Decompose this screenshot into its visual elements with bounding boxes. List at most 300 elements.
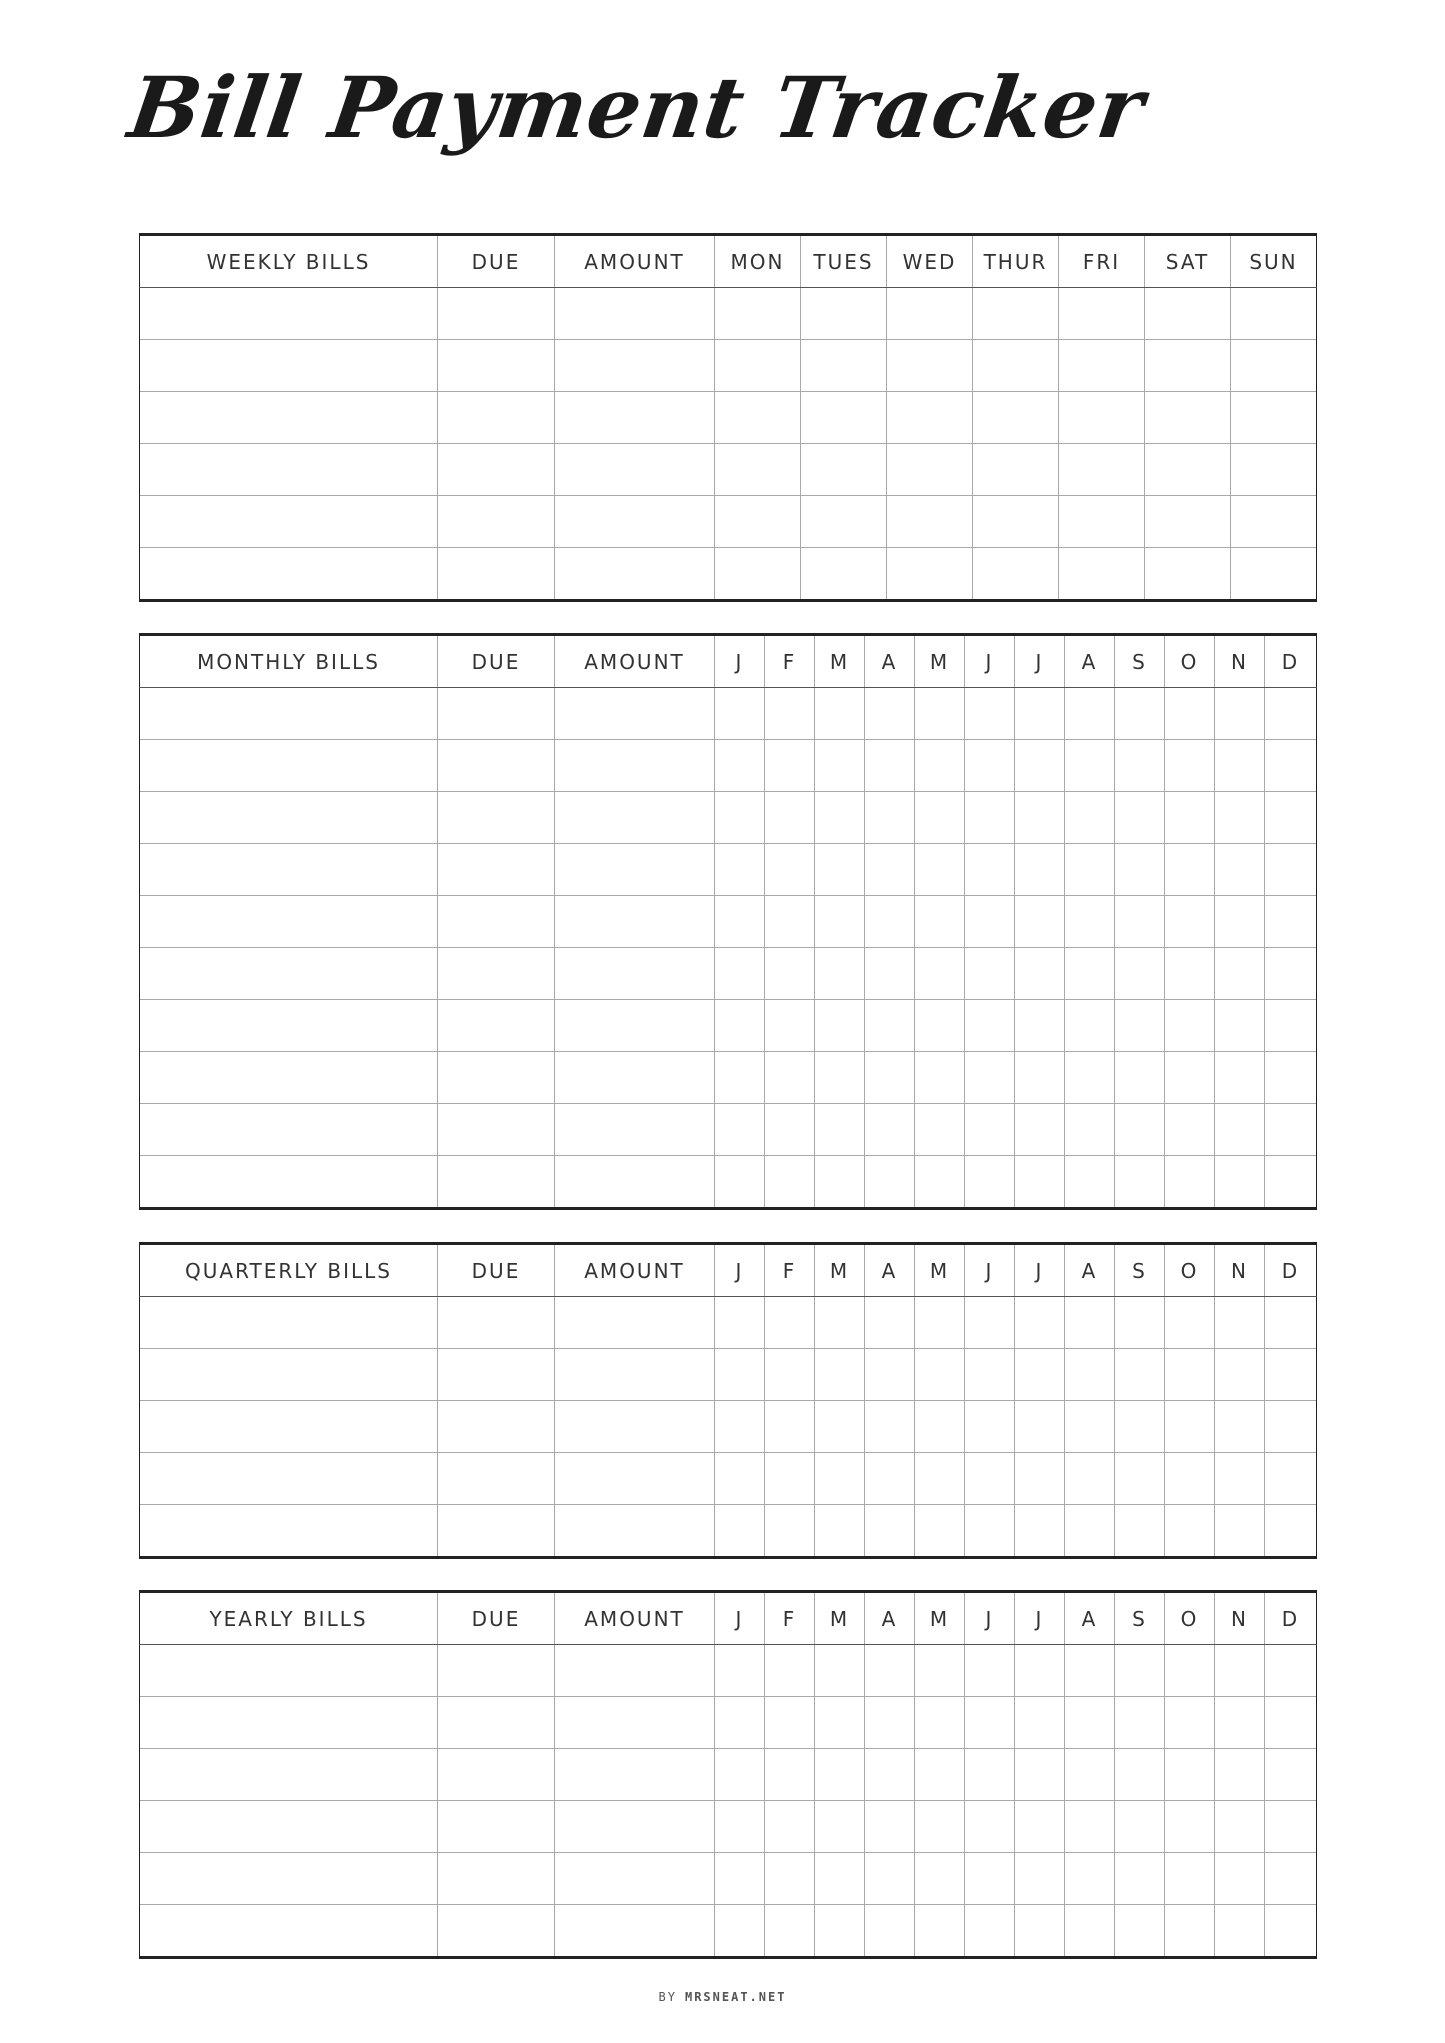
yearly-header-cell: F xyxy=(765,1592,815,1645)
quarterly-cell xyxy=(765,1349,815,1401)
monthly-cell xyxy=(140,1000,438,1052)
yearly-row xyxy=(140,1905,1317,1958)
weekly-cell xyxy=(1059,392,1145,444)
quarterly-cell xyxy=(1215,1349,1265,1401)
yearly-cell xyxy=(140,1749,438,1801)
yearly-cell xyxy=(965,1697,1015,1749)
yearly-cell xyxy=(965,1645,1015,1697)
monthly-row xyxy=(140,792,1317,844)
quarterly-cell xyxy=(1015,1401,1065,1453)
weekly-cell xyxy=(1059,496,1145,548)
monthly-header-cell: A xyxy=(865,635,915,688)
quarterly-cell xyxy=(715,1401,765,1453)
yearly-cell xyxy=(715,1645,765,1697)
weekly-cell xyxy=(715,444,801,496)
monthly-header-cell: M xyxy=(815,635,865,688)
yearly-cell xyxy=(1015,1801,1065,1853)
monthly-cell xyxy=(1165,1156,1215,1209)
monthly-cell xyxy=(1265,948,1317,1000)
quarterly-cell xyxy=(1165,1297,1215,1349)
weekly-cell xyxy=(1145,548,1231,601)
weekly-cell xyxy=(1231,444,1317,496)
yearly-header-cell: A xyxy=(1065,1592,1115,1645)
weekly-header-cell: DUE xyxy=(438,235,555,288)
footer-credit xyxy=(0,1990,1445,2004)
yearly-row xyxy=(140,1853,1317,1905)
yearly-cell xyxy=(1065,1853,1115,1905)
yearly-cell xyxy=(765,1749,815,1801)
yearly-cell xyxy=(438,1853,555,1905)
monthly-cell xyxy=(140,792,438,844)
weekly-row xyxy=(140,444,1317,496)
monthly-cell xyxy=(1215,896,1265,948)
yearly-cell xyxy=(438,1905,555,1958)
yearly-cell xyxy=(765,1697,815,1749)
monthly-cell xyxy=(140,1052,438,1104)
weekly-cell xyxy=(438,340,555,392)
monthly-cell xyxy=(555,740,715,792)
yearly-header-cell: M xyxy=(815,1592,865,1645)
weekly-cell xyxy=(555,340,715,392)
monthly-cell xyxy=(438,792,555,844)
monthly-cell xyxy=(815,792,865,844)
quarterly-cell xyxy=(1165,1349,1215,1401)
yearly-cell xyxy=(555,1749,715,1801)
yearly-cell xyxy=(1065,1645,1115,1697)
quarterly-header-cell: M xyxy=(915,1244,965,1297)
yearly-cell xyxy=(965,1853,1015,1905)
quarterly-row xyxy=(140,1505,1317,1558)
monthly-cell xyxy=(1165,1052,1215,1104)
monthly-cell xyxy=(140,688,438,740)
weekly-cell xyxy=(1231,340,1317,392)
yearly-cell xyxy=(1015,1749,1065,1801)
monthly-header-cell: DUE xyxy=(438,635,555,688)
monthly-cell xyxy=(1265,1156,1317,1209)
quarterly-header-cell: N xyxy=(1215,1244,1265,1297)
quarterly-cell xyxy=(965,1401,1015,1453)
quarterly-cell xyxy=(555,1349,715,1401)
weekly-cell xyxy=(438,548,555,601)
monthly-cell xyxy=(555,792,715,844)
quarterly-cell xyxy=(438,1453,555,1505)
yearly-header-cell: S xyxy=(1115,1592,1165,1645)
weekly-cell xyxy=(973,444,1059,496)
footer-site: MRSNEAT.NET xyxy=(684,1990,787,2004)
yearly-cell xyxy=(1115,1697,1165,1749)
quarterly-cell xyxy=(865,1505,915,1558)
monthly-cell xyxy=(715,792,765,844)
yearly-cell xyxy=(1065,1801,1115,1853)
quarterly-header-cell: J xyxy=(715,1244,765,1297)
weekly-cell xyxy=(1231,496,1317,548)
yearly-cell xyxy=(555,1645,715,1697)
weekly-cell xyxy=(801,340,887,392)
weekly-header-cell: SUN xyxy=(1231,235,1317,288)
weekly-header-cell: MON xyxy=(715,235,801,288)
monthly-cell xyxy=(1015,740,1065,792)
quarterly-cell xyxy=(815,1349,865,1401)
quarterly-cell xyxy=(1215,1297,1265,1349)
weekly-cell xyxy=(1145,288,1231,340)
yearly-cell xyxy=(1265,1905,1317,1958)
yearly-row xyxy=(140,1645,1317,1697)
monthly-cell xyxy=(865,1052,915,1104)
monthly-header-row xyxy=(140,635,1317,688)
monthly-cell xyxy=(1215,688,1265,740)
quarterly-header-cell: F xyxy=(765,1244,815,1297)
monthly-header-cell: J xyxy=(965,635,1015,688)
yearly-cell xyxy=(1065,1749,1115,1801)
monthly-cell xyxy=(438,688,555,740)
monthly-header-cell: MONTHLY BILLS xyxy=(140,635,438,688)
quarterly-cell xyxy=(555,1297,715,1349)
weekly-cell xyxy=(140,392,438,444)
weekly-cell xyxy=(1059,444,1145,496)
yearly-cell xyxy=(865,1905,915,1958)
quarterly-cell xyxy=(555,1505,715,1558)
weekly-cell xyxy=(140,444,438,496)
monthly-header-cell: A xyxy=(1065,635,1115,688)
monthly-cell xyxy=(1015,1156,1065,1209)
quarterly-cell xyxy=(1015,1349,1065,1401)
yearly-cell xyxy=(815,1853,865,1905)
yearly-cell xyxy=(438,1749,555,1801)
monthly-cell xyxy=(715,1052,765,1104)
monthly-cell xyxy=(1215,1104,1265,1156)
monthly-cell xyxy=(915,688,965,740)
monthly-cell xyxy=(1115,1052,1165,1104)
monthly-cell xyxy=(1065,740,1115,792)
yearly-cell xyxy=(1015,1853,1065,1905)
weekly-cell xyxy=(887,496,973,548)
yearly-cell xyxy=(140,1905,438,1958)
monthly-cell xyxy=(865,792,915,844)
weekly-cell xyxy=(715,392,801,444)
quarterly-cell xyxy=(1215,1453,1265,1505)
monthly-cell xyxy=(915,1156,965,1209)
yearly-cell xyxy=(965,1905,1015,1958)
yearly-cell xyxy=(865,1697,915,1749)
quarterly-header-row xyxy=(140,1244,1317,1297)
yearly-cell xyxy=(1265,1801,1317,1853)
yearly-cell xyxy=(1165,1645,1215,1697)
quarterly-cell xyxy=(1265,1505,1317,1558)
quarterly-header-cell: J xyxy=(965,1244,1015,1297)
yearly-cell xyxy=(715,1853,765,1905)
monthly-cell xyxy=(555,896,715,948)
yearly-cell xyxy=(915,1697,965,1749)
monthly-body xyxy=(140,688,1317,1209)
yearly-cell xyxy=(1265,1853,1317,1905)
weekly-cell xyxy=(140,548,438,601)
weekly-cell xyxy=(887,444,973,496)
weekly-cell xyxy=(1145,444,1231,496)
monthly-cell xyxy=(1165,896,1215,948)
monthly-row xyxy=(140,896,1317,948)
monthly-cell xyxy=(1265,688,1317,740)
monthly-cell xyxy=(140,1156,438,1209)
weekly-row xyxy=(140,340,1317,392)
yearly-cell xyxy=(915,1801,965,1853)
yearly-cell xyxy=(1165,1905,1215,1958)
yearly-cell xyxy=(915,1905,965,1958)
monthly-cell xyxy=(1165,792,1215,844)
monthly-cell xyxy=(555,1052,715,1104)
weekly-cell xyxy=(1059,340,1145,392)
monthly-cell xyxy=(1065,948,1115,1000)
yearly-cell xyxy=(715,1697,765,1749)
weekly-bills-table xyxy=(139,233,1317,602)
quarterly-row xyxy=(140,1349,1317,1401)
weekly-cell xyxy=(1145,496,1231,548)
monthly-cell xyxy=(965,1000,1015,1052)
monthly-cell xyxy=(1015,1000,1065,1052)
monthly-cell xyxy=(765,948,815,1000)
yearly-cell xyxy=(555,1905,715,1958)
monthly-cell xyxy=(715,948,765,1000)
quarterly-cell xyxy=(765,1505,815,1558)
quarterly-cell xyxy=(1265,1401,1317,1453)
yearly-cell xyxy=(915,1853,965,1905)
monthly-row xyxy=(140,688,1317,740)
monthly-cell xyxy=(1115,896,1165,948)
monthly-cell xyxy=(1115,740,1165,792)
quarterly-cell xyxy=(140,1401,438,1453)
monthly-cell xyxy=(915,792,965,844)
yearly-cell xyxy=(865,1801,915,1853)
monthly-cell xyxy=(1065,844,1115,896)
quarterly-cell xyxy=(1115,1349,1165,1401)
weekly-cell xyxy=(140,288,438,340)
monthly-cell xyxy=(1015,896,1065,948)
weekly-cell xyxy=(555,548,715,601)
monthly-cell xyxy=(1215,1156,1265,1209)
yearly-cell xyxy=(1215,1905,1265,1958)
monthly-cell xyxy=(765,1000,815,1052)
monthly-header-cell: J xyxy=(1015,635,1065,688)
yearly-cell xyxy=(438,1801,555,1853)
monthly-row xyxy=(140,1156,1317,1209)
monthly-cell xyxy=(965,1104,1015,1156)
monthly-cell xyxy=(865,844,915,896)
quarterly-row xyxy=(140,1453,1317,1505)
monthly-cell xyxy=(815,844,865,896)
monthly-cell xyxy=(1115,1156,1165,1209)
weekly-cell xyxy=(555,392,715,444)
yearly-cell xyxy=(765,1645,815,1697)
yearly-cell xyxy=(965,1749,1015,1801)
monthly-cell xyxy=(1265,1104,1317,1156)
monthly-cell xyxy=(1065,1156,1115,1209)
weekly-cell xyxy=(801,496,887,548)
monthly-cell xyxy=(765,740,815,792)
quarterly-cell xyxy=(1115,1297,1165,1349)
monthly-row xyxy=(140,844,1317,896)
monthly-cell xyxy=(438,896,555,948)
weekly-cell xyxy=(973,548,1059,601)
monthly-cell xyxy=(140,740,438,792)
quarterly-header-cell: J xyxy=(1015,1244,1065,1297)
monthly-cell xyxy=(965,948,1015,1000)
monthly-row xyxy=(140,1000,1317,1052)
quarterly-cell xyxy=(555,1401,715,1453)
quarterly-cell xyxy=(915,1453,965,1505)
weekly-cell xyxy=(801,444,887,496)
yearly-cell xyxy=(865,1853,915,1905)
monthly-cell xyxy=(915,896,965,948)
yearly-cell xyxy=(555,1697,715,1749)
yearly-cell xyxy=(1215,1645,1265,1697)
yearly-cell xyxy=(1165,1749,1215,1801)
monthly-cell xyxy=(1115,1104,1165,1156)
quarterly-cell xyxy=(1215,1401,1265,1453)
monthly-cell xyxy=(715,1104,765,1156)
quarterly-cell xyxy=(1265,1349,1317,1401)
quarterly-cell xyxy=(438,1401,555,1453)
monthly-cell xyxy=(1165,844,1215,896)
monthly-cell xyxy=(865,688,915,740)
quarterly-cell xyxy=(1265,1453,1317,1505)
yearly-cell xyxy=(715,1749,765,1801)
monthly-cell xyxy=(765,896,815,948)
monthly-header-cell: D xyxy=(1265,635,1317,688)
weekly-cell xyxy=(1231,548,1317,601)
weekly-cell xyxy=(140,340,438,392)
yearly-cell xyxy=(1015,1697,1065,1749)
weekly-cell xyxy=(887,288,973,340)
quarterly-cell xyxy=(815,1453,865,1505)
quarterly-header-cell: S xyxy=(1115,1244,1165,1297)
quarterly-cell xyxy=(1065,1401,1115,1453)
monthly-cell xyxy=(965,1156,1015,1209)
weekly-cell xyxy=(1145,392,1231,444)
weekly-cell xyxy=(555,288,715,340)
monthly-cell xyxy=(555,688,715,740)
monthly-bills-table xyxy=(139,633,1317,1210)
yearly-cell xyxy=(555,1801,715,1853)
monthly-cell xyxy=(765,844,815,896)
yearly-cell xyxy=(765,1853,815,1905)
monthly-cell xyxy=(815,1104,865,1156)
monthly-cell xyxy=(1015,844,1065,896)
monthly-cell xyxy=(140,1104,438,1156)
monthly-cell xyxy=(1215,1052,1265,1104)
monthly-cell xyxy=(865,1000,915,1052)
monthly-cell xyxy=(765,792,815,844)
monthly-cell xyxy=(1015,1052,1065,1104)
weekly-cell xyxy=(973,392,1059,444)
weekly-cell xyxy=(887,392,973,444)
weekly-cell xyxy=(438,496,555,548)
yearly-header-cell: A xyxy=(865,1592,915,1645)
monthly-cell xyxy=(1215,844,1265,896)
yearly-cell xyxy=(1265,1645,1317,1697)
weekly-row xyxy=(140,496,1317,548)
weekly-cell xyxy=(715,548,801,601)
yearly-cell xyxy=(1215,1697,1265,1749)
quarterly-cell xyxy=(1065,1505,1115,1558)
quarterly-cell xyxy=(865,1453,915,1505)
weekly-cell xyxy=(801,288,887,340)
yearly-cell xyxy=(1215,1853,1265,1905)
page-title: Bill Payment Tracker xyxy=(123,58,1151,157)
yearly-cell xyxy=(815,1905,865,1958)
monthly-cell xyxy=(1265,1052,1317,1104)
quarterly-header-cell: QUARTERLY BILLS xyxy=(140,1244,438,1297)
quarterly-cell xyxy=(715,1297,765,1349)
monthly-row xyxy=(140,1052,1317,1104)
monthly-cell xyxy=(1115,792,1165,844)
footer-by: BY xyxy=(658,1990,677,2004)
quarterly-cell xyxy=(865,1401,915,1453)
monthly-cell xyxy=(438,844,555,896)
quarterly-cell xyxy=(1065,1297,1115,1349)
quarterly-cell xyxy=(1165,1453,1215,1505)
yearly-cell xyxy=(140,1697,438,1749)
quarterly-cell xyxy=(915,1297,965,1349)
weekly-cell xyxy=(438,288,555,340)
monthly-cell xyxy=(1265,896,1317,948)
yearly-cell xyxy=(140,1853,438,1905)
yearly-cell xyxy=(1265,1697,1317,1749)
weekly-cell xyxy=(1231,392,1317,444)
yearly-header-cell: J xyxy=(965,1592,1015,1645)
monthly-cell xyxy=(1215,1000,1265,1052)
quarterly-cell xyxy=(865,1349,915,1401)
monthly-cell xyxy=(555,948,715,1000)
quarterly-cell xyxy=(765,1453,815,1505)
yearly-cell xyxy=(1065,1697,1115,1749)
quarterly-cell xyxy=(555,1453,715,1505)
monthly-cell xyxy=(1265,1000,1317,1052)
monthly-header-cell: J xyxy=(715,635,765,688)
quarterly-cell xyxy=(1115,1453,1165,1505)
yearly-cell xyxy=(1215,1749,1265,1801)
monthly-cell xyxy=(815,1156,865,1209)
quarterly-header-cell: DUE xyxy=(438,1244,555,1297)
quarterly-cell xyxy=(1115,1401,1165,1453)
monthly-cell xyxy=(1115,844,1165,896)
monthly-cell xyxy=(815,1052,865,1104)
yearly-cell xyxy=(1165,1853,1215,1905)
quarterly-header-cell: O xyxy=(1165,1244,1215,1297)
quarterly-cell xyxy=(815,1505,865,1558)
monthly-cell xyxy=(438,1000,555,1052)
weekly-cell xyxy=(973,496,1059,548)
monthly-cell xyxy=(1065,792,1115,844)
quarterly-cell xyxy=(1015,1297,1065,1349)
monthly-header-cell: S xyxy=(1115,635,1165,688)
weekly-cell xyxy=(973,340,1059,392)
monthly-cell xyxy=(915,1000,965,1052)
monthly-cell xyxy=(1065,1052,1115,1104)
monthly-cell xyxy=(1215,948,1265,1000)
quarterly-cell xyxy=(1165,1505,1215,1558)
quarterly-cell xyxy=(1215,1505,1265,1558)
quarterly-cell xyxy=(965,1297,1015,1349)
monthly-header-cell: F xyxy=(765,635,815,688)
monthly-cell xyxy=(815,896,865,948)
weekly-cell xyxy=(715,288,801,340)
quarterly-cell xyxy=(140,1349,438,1401)
monthly-cell xyxy=(1165,1104,1215,1156)
monthly-cell xyxy=(1165,1000,1215,1052)
quarterly-cell xyxy=(815,1297,865,1349)
yearly-cell xyxy=(1115,1905,1165,1958)
quarterly-cell xyxy=(1015,1453,1065,1505)
weekly-header-cell: THUR xyxy=(973,235,1059,288)
